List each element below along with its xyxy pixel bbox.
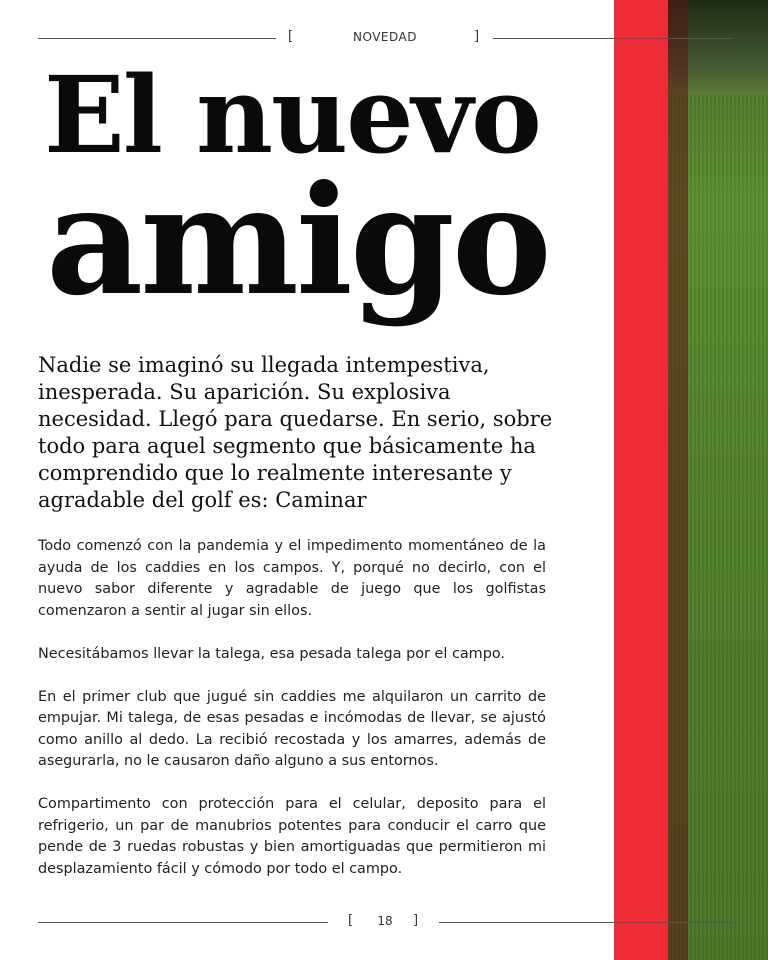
body-paragraph: Necesitábamos llevar la talega, esa pesada talega por el campo. — [38, 645, 505, 662]
red-accent-band — [614, 0, 668, 960]
article-lead: Nadie se imaginó su llegada intempestiva, inesperada. Su aparición. Su explosiva necesidad. Llegó para quedarse. En serio, sobre todo para aquel segmento que básicamente ha comprendido que lo realmente interesante y agradable del golf es: Caminar — [38, 353, 553, 512]
body-paragraph: Compartimento con protección para el celular, deposito para el refrigerio, un par de manubrios potentes para conducir el carro que pende de 3 ruedas robustas y bien amortiguadas que permitieron mi desplazamiento fácil y cómodo por todo el campo. — [38, 796, 546, 877]
article-title-line-2: amigo — [46, 153, 549, 329]
header-bracket-close: ] — [474, 29, 480, 44]
footer-bracket-close: ] — [413, 913, 419, 928]
header-rule-left — [38, 38, 276, 39]
footer-rule-left — [38, 922, 328, 923]
body-paragraph: Todo comenzó con la pandemia y el impedimento momentáneo de la ayuda de los caddies en los campos. Y, porqué no decirlo, con el nuevo sabor diferente y agradable de juego que los golfistas comenzaron a sentir al jugar sin ellos. — [38, 538, 546, 619]
article-title-line-1: El nuevo — [44, 52, 540, 177]
header-bracket-open: [ — [288, 29, 294, 44]
footer-bracket-open: [ — [348, 913, 354, 928]
article-body — [38, 536, 546, 902]
page-number: 18 — [377, 914, 393, 928]
photo-shadow-strip — [668, 0, 688, 960]
footer-rule-right — [439, 922, 733, 923]
body-paragraph: En el primer club que jugué sin caddies me alquilaron un carrito de empujar. Mi talega, de esas pesadas e incómodas de llevar, se ajustó como anillo al dedo. La recibió recostada y los amarres, además de asegurarla, no le causaron daño alguno a sus entornos. — [38, 688, 546, 769]
golf-course-photo — [668, 0, 768, 960]
header-rule-right — [493, 38, 733, 39]
section-label: NOVEDAD — [353, 30, 417, 44]
